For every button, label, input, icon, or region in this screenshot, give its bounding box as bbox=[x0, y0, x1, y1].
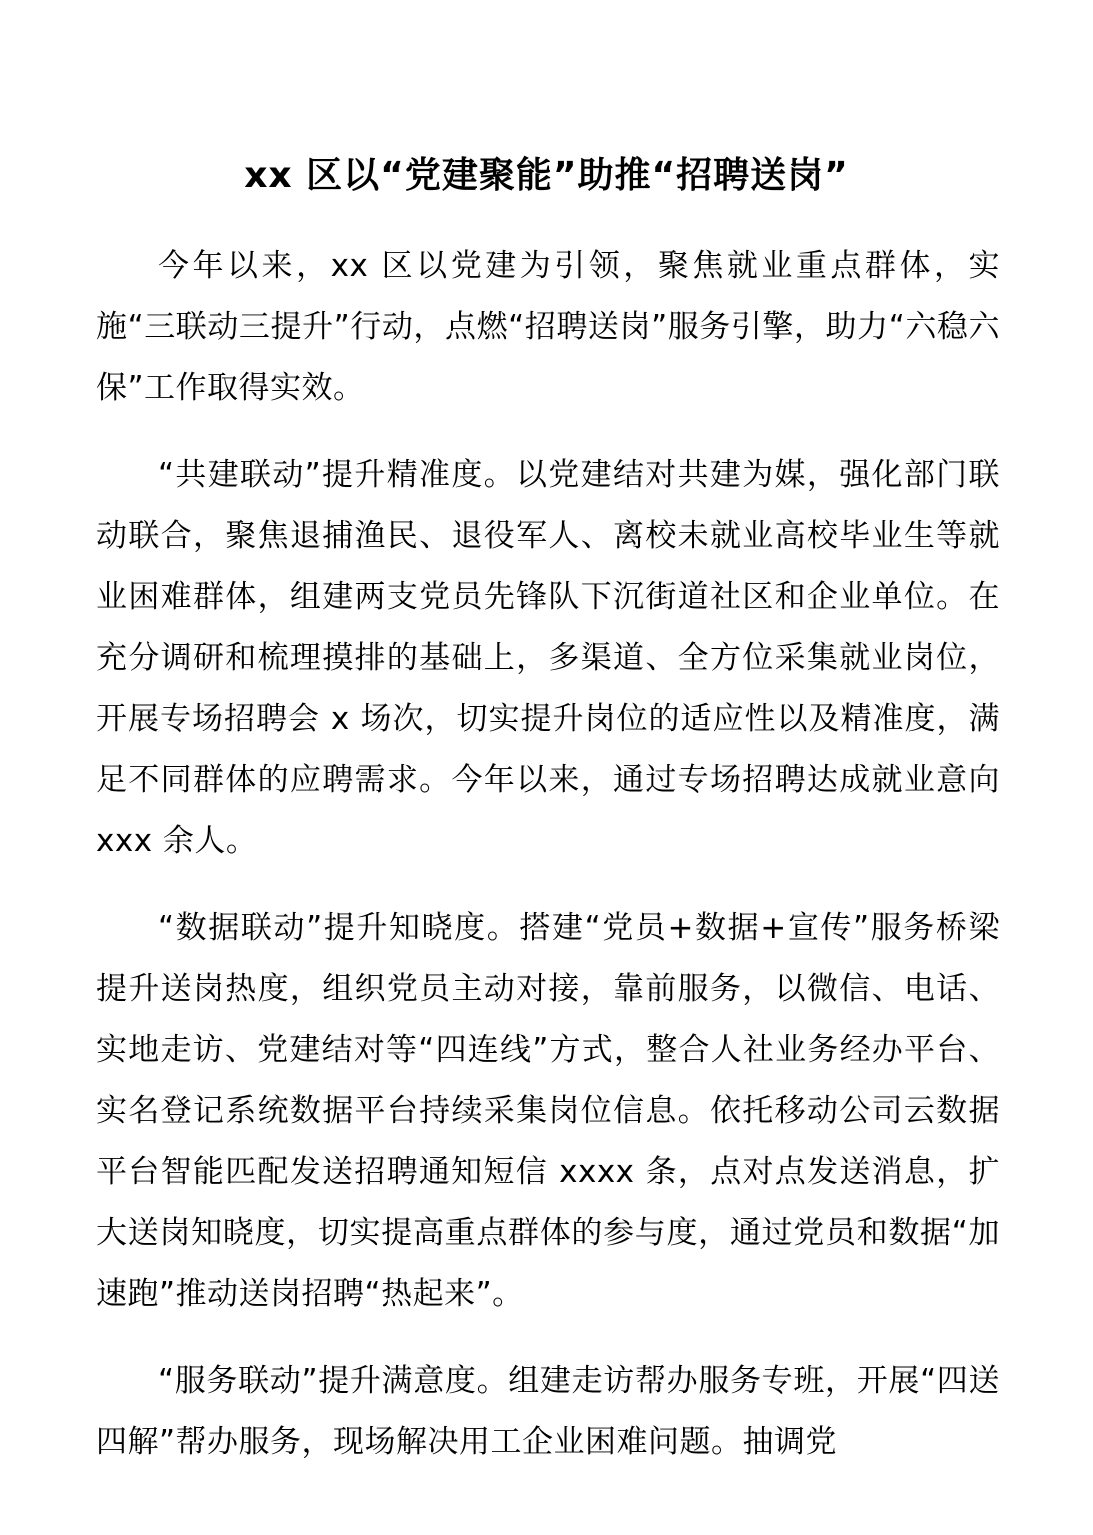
paragraph-cobuild-linkage: “共建联动”提升精准度。以党建结对共建为媒，强化部门联动联合，聚焦退捕渔民、退役军人、离校未就业高校毕业生等就业困难群体，组建两支党员先锋队下沉街道社区和企业单位。在充分调研和梳理摸排的基础上，多渠道、全方位采集就业岗位，开展专场招聘会 x 场次，切实提升岗位的适应性以及精准度，满足不同群体的应聘需求。今年以来，通过专场招聘达成就业意向 xxx 余人。 bbox=[96, 457, 1000, 859]
document-body bbox=[96, 236, 1000, 1499]
paragraph-service-linkage: “服务联动”提升满意度。组建走访帮办服务专班，开展“四送四解”帮办服务，现场解决用工企业困难问题。抽调党 bbox=[96, 1363, 1000, 1460]
paragraph-intro: 今年以来，xx 区以党建为引领，聚焦就业重点群体，实施“三联动三提升”行动，点燃“招聘送岗”服务引擎，助力“六稳六保”工作取得实效。 bbox=[96, 248, 1000, 406]
paragraph-data-linkage: “数据联动”提升知晓度。搭建“党员+数据+宣传”服务桥梁提升送岗热度，组织党员主动对接，靠前服务，以微信、电话、实地走访、党建结对等“四连线”方式，整合人社业务经办平台、实名登记系统数据平台持续采集岗位信息。依托移动公司云数据平台智能匹配发送招聘通知短信 xxxx 条，点对点发送消息，扩大送岗知晓度，切实提高重点群体的参与度，通过党员和数据“加速跑”推动送岗招聘“热起来”。 bbox=[96, 910, 1000, 1312]
document-title: xx 区以“党建聚能”助推“招聘送岗” bbox=[244, 155, 849, 196]
